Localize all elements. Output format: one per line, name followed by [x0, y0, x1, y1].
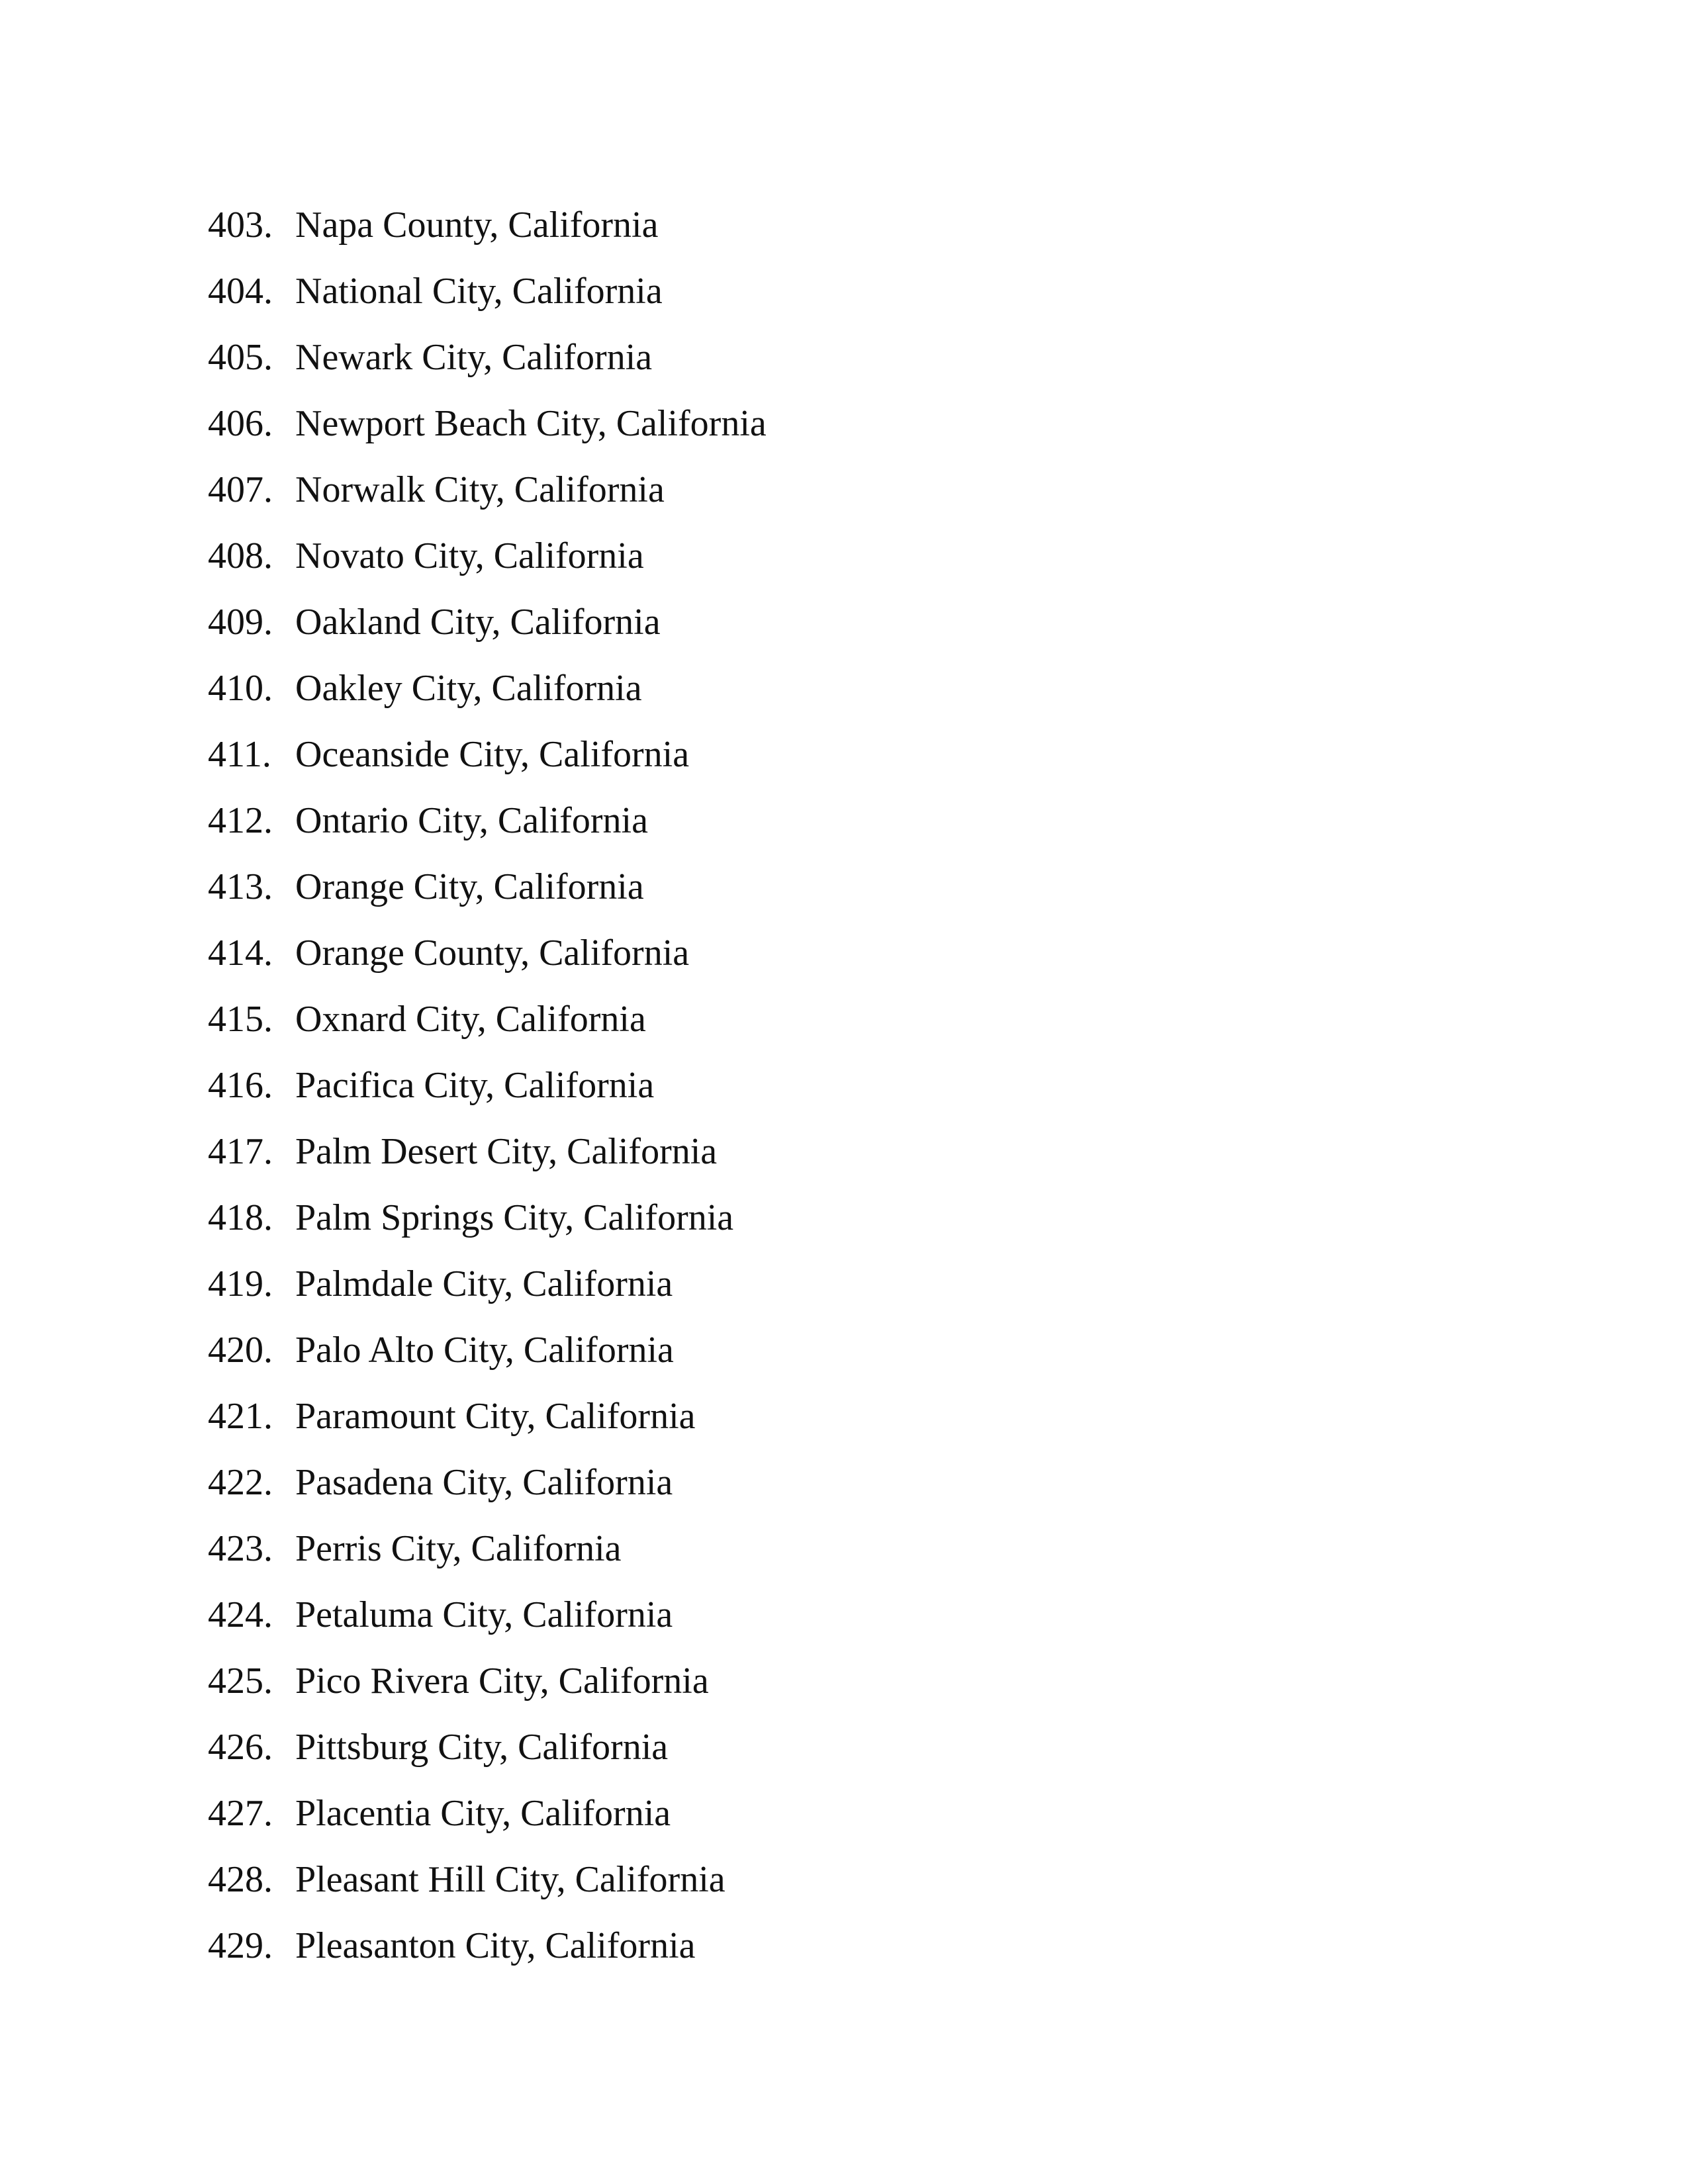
list-item-text: Novato City, California [295, 535, 644, 576]
list-item [208, 1383, 767, 1449]
list-item-text: Orange City, California [295, 866, 644, 907]
list-item [208, 1251, 767, 1317]
list-item-text: Oakland City, California [295, 602, 661, 643]
list-item [208, 1780, 767, 1846]
list-item-number: 410. [208, 668, 273, 709]
list-item-number: 406. [208, 403, 273, 444]
list-item [208, 523, 767, 589]
list-item [208, 457, 767, 523]
list-item-number: 423. [208, 1528, 273, 1569]
list-item-text: Palo Alto City, California [295, 1330, 674, 1371]
list-item-number: 426. [208, 1727, 273, 1768]
list-item-text: Pittsburg City, California [295, 1727, 669, 1768]
list-item [208, 920, 767, 986]
list-item-number: 428. [208, 1859, 273, 1900]
list-item [208, 1118, 767, 1185]
list-item-number: 411. [208, 734, 271, 775]
list-item [208, 1913, 767, 1979]
list-item-text: Pasadena City, California [295, 1462, 673, 1503]
list-item-number: 421. [208, 1396, 273, 1437]
list-item [208, 1846, 767, 1913]
list-item-number: 420. [208, 1330, 273, 1371]
list-item-text: Oakley City, California [295, 668, 642, 709]
list-item-number: 413. [208, 866, 273, 907]
list-item-number: 412. [208, 800, 273, 841]
list-item [208, 1516, 767, 1582]
list-item-number: 407. [208, 469, 273, 510]
list-item-number: 417. [208, 1131, 273, 1172]
list-item-number: 405. [208, 337, 273, 378]
list-item-text: Pico Rivera City, California [295, 1661, 709, 1702]
list-item-text: Petaluma City, California [295, 1594, 673, 1635]
list-item-number: 415. [208, 999, 273, 1040]
list-item-text: Ontario City, California [295, 800, 648, 841]
list-item-text: Palmdale City, California [295, 1263, 673, 1304]
list-item-number: 424. [208, 1594, 273, 1635]
list-item-text: National City, California [295, 271, 663, 312]
list-item-number: 419. [208, 1263, 273, 1304]
list-item-text: Perris City, California [295, 1528, 622, 1569]
list-item [208, 1714, 767, 1780]
list-item-text: Newark City, California [295, 337, 653, 378]
list-item-number: 427. [208, 1793, 273, 1834]
list-item-text: Napa County, California [295, 205, 659, 246]
list-item [208, 1449, 767, 1516]
list-item-text: Placentia City, California [295, 1793, 671, 1834]
list-item [208, 589, 767, 655]
list-item-text: Paramount City, California [295, 1396, 696, 1437]
list-item [208, 192, 767, 258]
list-item-number: 409. [208, 602, 273, 643]
list-item-number: 404. [208, 271, 273, 312]
list-item-text: Palm Springs City, California [295, 1197, 734, 1238]
list-item [208, 1648, 767, 1714]
list-item [208, 854, 767, 920]
list-item [208, 1185, 767, 1251]
list-item-text: Newport Beach City, California [295, 403, 767, 444]
list-item [208, 324, 767, 390]
list-item-text: Orange County, California [295, 933, 690, 974]
list-item-text: Pacifica City, California [295, 1065, 655, 1106]
list-item-number: 425. [208, 1661, 273, 1702]
list-item-number: 416. [208, 1065, 273, 1106]
list-item [208, 721, 767, 788]
list-item-text: Palm Desert City, California [295, 1131, 718, 1172]
list-item-text: Norwalk City, California [295, 469, 665, 510]
list-item [208, 1052, 767, 1118]
list-item-number: 408. [208, 535, 273, 576]
list-item-number: 418. [208, 1197, 273, 1238]
list-item-number: 422. [208, 1462, 273, 1503]
list-item-number: 414. [208, 933, 273, 974]
list-item-text: Oxnard City, California [295, 999, 646, 1040]
list-item-text: Oceanside City, California [295, 734, 690, 775]
list-item [208, 1317, 767, 1383]
list-item [208, 986, 767, 1052]
list-item-number: 429. [208, 1925, 273, 1966]
list-item-text: Pleasant Hill City, California [295, 1859, 726, 1900]
list-item [208, 1582, 767, 1648]
list-item [208, 655, 767, 721]
list-item [208, 390, 767, 457]
list-item-text: Pleasanton City, California [295, 1925, 696, 1966]
list-item [208, 788, 767, 854]
list-item [208, 258, 767, 324]
numbered-list [208, 192, 767, 1979]
list-item-number: 403. [208, 205, 273, 246]
